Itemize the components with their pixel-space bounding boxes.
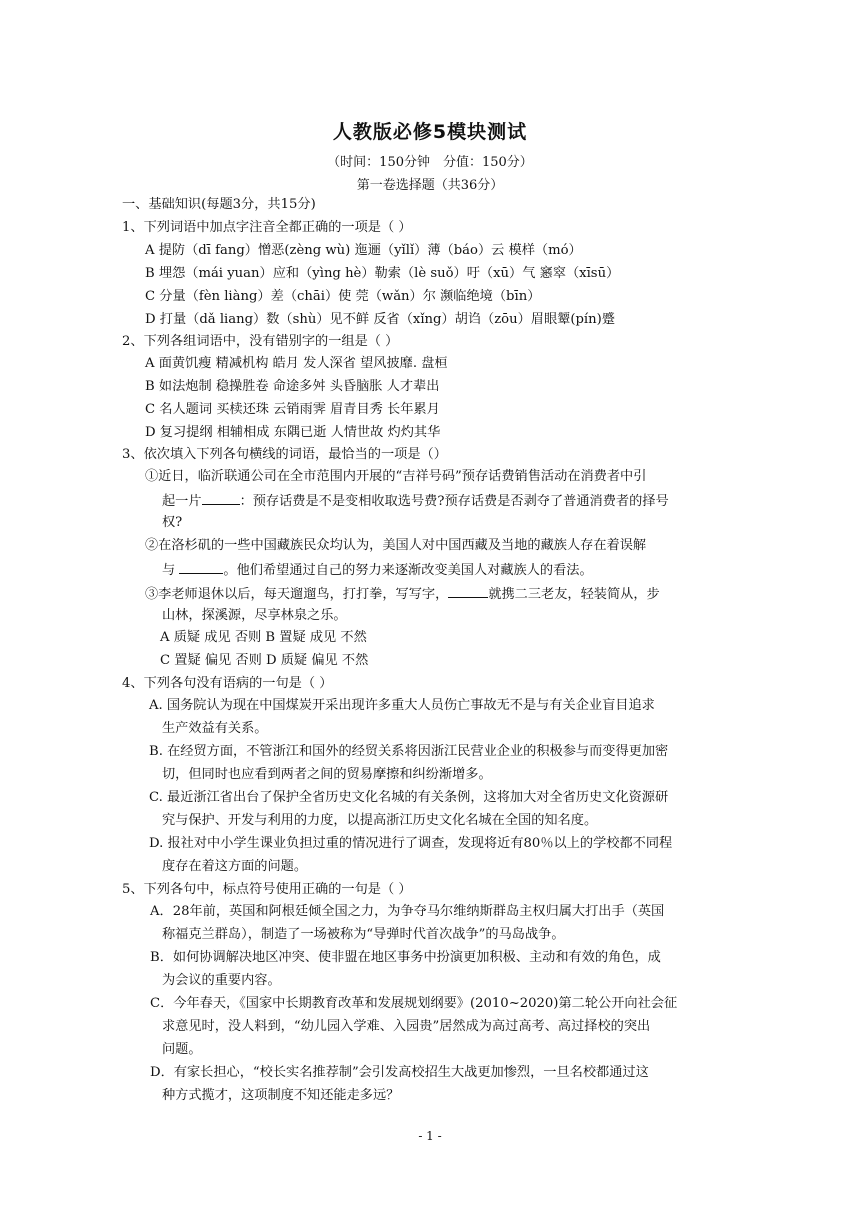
q4-option-c-line2: 究与保护、开发与利用的力度，以提高浙江历史文化名城在全国的知名度。 [162, 813, 598, 828]
q4-option-a-line1: A. 国务院认为现在中国煤炭开采出现许多重大人员伤亡事故无不是与有关企业盲目追求 [149, 698, 655, 713]
doc-title: 人教版必修5模块测试 [332, 121, 528, 143]
q5-option-d-line2: 种方式揽才，这项制度不知还能走多远？ [162, 1088, 400, 1103]
q3-blank-3 [448, 584, 488, 598]
q2-stem: 2、下列各组词语中，没有错别字的一组是（ ） [122, 334, 399, 349]
q5-option-c-line3: 问题。 [162, 1042, 202, 1057]
part-heading: 第一卷选择题（共36分） [356, 178, 504, 193]
q3-sentence1-line1: ①近日，临沂联通公司在全市范围内开展的“吉祥号码”预存话费销售活动在消费者中引 [145, 469, 647, 484]
q4-option-d-line2: 度存在着这方面的问题。 [162, 859, 308, 874]
q3-sentence1-line2 [162, 491, 669, 511]
q5-option-c-line2: 求意见时，没人料到，“幼儿园入学难、入园贵”居然成为高过高考、高过择校的突出 [162, 1019, 651, 1034]
q4-option-c-line1: C. 最近浙江省出台了保护全省历史文化名城的有关条例，这将加大对全省历史文化资源研 [149, 790, 669, 805]
q5-option-d-line1: D．有家长担心，“校长实名推荐制”会引发高校招生大战更加惨烈，一旦名校都通过这 [150, 1065, 649, 1080]
q3-blank-1 [202, 491, 240, 505]
q3-sentence2-line2 [162, 560, 593, 580]
q5-stem: 5、下列各句中，标点符号使用正确的一句是（ ） [122, 882, 412, 897]
q4-option-a-line2: 生产效益有关系。 [162, 721, 268, 736]
q4-option-d-line1: D. 报社对中小学生课业负担过重的情况进行了调查，发现将近有80％以上的学校都不同程 [149, 836, 673, 851]
q1-stem: 1、下列词语中加点字注音全都正确的一项是（ ） [122, 220, 412, 235]
q3-stem: 3、依次填入下列各句横线的词语，最恰当的一项是（） [122, 447, 447, 462]
q5-option-c-line1: C．今年春天，《国家中长期教育改革和发展规划纲要》(2010~2020)第二轮公开向社会征 [150, 996, 678, 1011]
q4-stem: 4、下列各句没有语病的一句是（ ） [122, 676, 333, 691]
q5-option-b-line1: B．如何协调解决地区冲突、使非盟在地区事务中扮演更加积极、主动和有效的角色，成 [150, 950, 661, 965]
q3-sentence2-line1: ②在洛杉矶的一些中国藏族民众均认为，美国人对中国西藏及当地的藏族人存在着误解 [145, 538, 647, 553]
q3-options-row1: A 质疑 成见 否则 B 置疑 成见 不然 [160, 630, 367, 645]
section-heading: 一、基础知识(每题3分，共15分) [122, 197, 316, 212]
q3-sentence2-text-a: 与 [162, 563, 180, 578]
q3-sentence3-text-b: 就携二三老友，轻装简从，步 [488, 587, 660, 602]
q3-sentence1-line3: 权? [162, 515, 183, 530]
q1-option-a: A 提防（dī fang）憎恶(zèng wù) 迤逦（yǐlǐ）薄（báo）云 模样（mó） [145, 243, 582, 258]
q4-option-b-line1: B. 在经贸方面，不管浙江和国外的经贸关系将因浙江民营业企业的积极参与而变得更加密 [149, 744, 669, 759]
q3-sentence3-line1 [145, 584, 660, 604]
q2-option-d: D 复习提纲 相辅相成 东隅已逝 人情世故 灼灼其华 [145, 425, 441, 440]
q3-sentence3-text-a: ③李老师退休以后，每天遛遛鸟，打打拳，写写字， [145, 587, 449, 602]
q3-sentence2-text-b: 。他们希望通过自己的努力来逐渐改变美国人对藏族人的看法。 [223, 563, 593, 578]
q3-blank-2 [179, 560, 223, 574]
q3-options-row2: C 置疑 偏见 否则 D 质疑 偏见 不然 [160, 653, 369, 668]
q1-option-b: B 埋怨（mái yuan）应和（yìng hè）勒索（lè suǒ）吁（xū）气 窸窣（xīsū） [145, 266, 620, 281]
q2-option-b: B 如法炮制 稳操胜卷 命途多舛 头昏脑胀 人才辈出 [145, 379, 440, 394]
doc-meta: （时间：150分钟 分值：150分） [327, 155, 533, 170]
page-number: - 1 - [418, 1129, 442, 1143]
q1-option-c: C 分量（fèn liàng）差（chāi）使 莞（wǎn）尔 濒临绝境（bīn） [145, 289, 541, 304]
q5-option-b-line2: 为会议的重要内容。 [162, 973, 281, 988]
q2-option-c: C 名人题词 买椟还珠 云销雨霁 眉青目秀 长年累月 [145, 402, 440, 417]
q5-option-a-line2: 称福克兰群岛），制造了一场被称为“导弹时代首次战争”的马岛战争。 [162, 927, 565, 942]
q3-sentence1-text-b: ：预存话费是不是变相收取选号费?预存话费是否剥夺了普通消费者的择号 [239, 494, 669, 509]
q5-option-a-line1: A．28年前，英国和阿根廷倾全国之力，为争夺马尔维纳斯群岛主权归属大打出手（英国 [150, 904, 665, 919]
q4-option-b-line2: 切，但同时也应看到两者之间的贸易摩擦和纠纷渐增多。 [162, 767, 492, 782]
q1-option-d: D 打量（dǎ liang）数（shù）见不鲜 反省（xǐng）胡诌（zōu）眉眼颦(pín)蹙 [145, 312, 615, 327]
q3-sentence1-text-a: 起一片 [162, 494, 202, 509]
q2-option-a: A 面黄饥瘦 精减机构 皓月 发人深省 望风披靡. 盘桓 [145, 356, 448, 371]
q3-sentence3-line2: 山林，探溪源，尽享林泉之乐。 [162, 608, 347, 623]
